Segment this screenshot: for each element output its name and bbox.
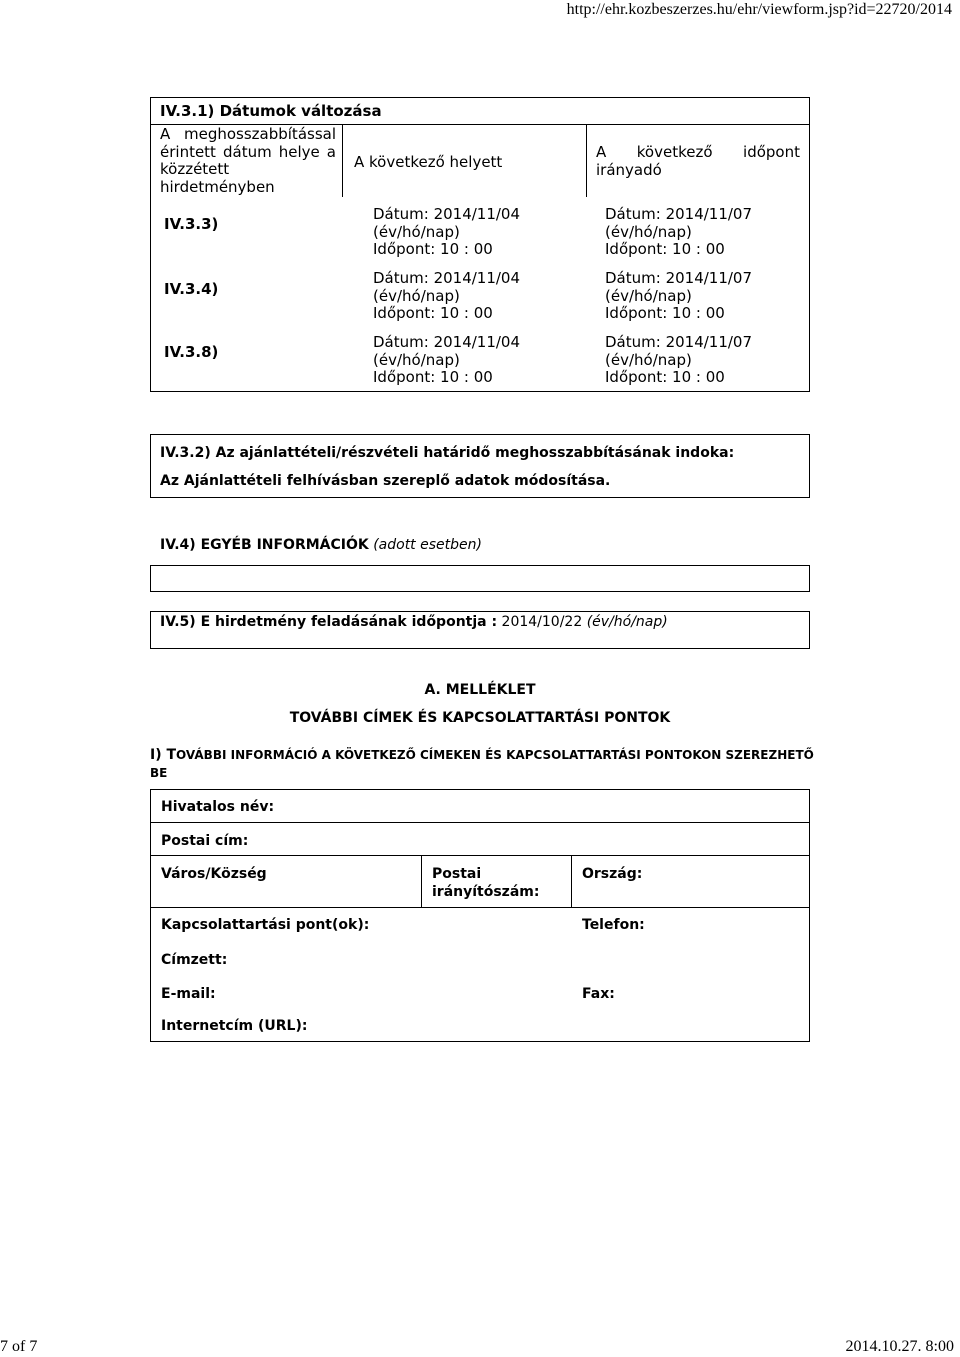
dispatch-date-format: (év/hó/nap) <box>586 614 668 630</box>
extension-reason-title: IV.3.2) Az ajánlattételi/részvételi határidő meghosszabbításának indoka: <box>160 445 735 461</box>
dates-change-title: IV.3.1) Dátumok változása <box>160 102 382 120</box>
other-info-box <box>150 565 810 592</box>
form-col-divider-1 <box>421 855 422 907</box>
other-info-title-italic: (adott esetben) <box>373 537 482 553</box>
postal-code-label: Postai irányítószám: <box>432 866 540 900</box>
dispatch-date-value: 2014/10/22 <box>501 614 583 630</box>
extension-reason-text: Az Ajánlattételi felhívásban szereplő adatok módosítása. <box>160 473 611 489</box>
col3-header-line1: A következő időpont <box>596 143 800 161</box>
annex-title: A. MELLÉKLET <box>424 682 536 698</box>
email-label: E-mail: <box>161 986 216 1002</box>
form-divider-2 <box>150 855 810 856</box>
other-info-title <box>160 536 482 554</box>
dispatch-date-label: IV.5) E hirdetmény feladásának időpontja : <box>160 614 498 630</box>
fax-label: Fax: <box>582 986 615 1002</box>
print-footer-page-counter: 7 of 7 <box>0 1338 38 1355</box>
annex-subtitle: TOVÁBBI CÍMEK ÉS KAPCSOLATTARTÁSI PONTOK <box>289 710 671 726</box>
dispatch-date-line <box>160 613 668 631</box>
row2-old-date: Dátum: 2014/11/04 (év/hó/nap) Időpont: 10 : 00 <box>373 269 521 322</box>
dates-col1-divider <box>342 124 343 197</box>
print-header-url: http://ehr.kozbeszerzes.hu/ehr/viewform.jsp?id=22720/2014 <box>566 1 952 18</box>
form-divider-1 <box>150 822 810 823</box>
col1-header-line4: hirdetményben <box>160 177 275 196</box>
contact-points-label: Kapcsolattartási pont(ok): <box>161 917 370 933</box>
postal-address-label: Postai cím: <box>161 833 249 849</box>
col3-header-line2: irányadó <box>596 160 662 179</box>
form-col-divider-2 <box>571 855 572 907</box>
country-label: Ország: <box>582 866 643 882</box>
row1-new-date: Dátum: 2014/11/07 (év/hó/nap) Időpont: 10 : 00 <box>605 205 753 258</box>
form-divider-3 <box>150 907 810 908</box>
col1-header <box>160 126 336 196</box>
col1-header-line3: közzétett <box>160 160 230 178</box>
other-info-title-bold: IV.4) EGYÉB INFORMÁCIÓK <box>160 537 369 553</box>
official-name-label: Hivatalos név: <box>161 799 275 815</box>
url-label: Internetcím (URL): <box>161 1018 308 1034</box>
row-ref-iv-3-4: IV.3.4) <box>164 280 219 298</box>
row3-old-date: Dátum: 2014/11/04 (év/hó/nap) Időpont: 10 : 00 <box>373 333 521 386</box>
dates-col2-divider <box>586 124 587 197</box>
phone-label: Telefon: <box>582 917 645 933</box>
annex-section-heading: I) TOVÁBBI INFORMÁCIÓ A KÖVETKEZŐ CÍMEKEN ÉS KAPCSOLATTARTÁSI PONTOKON SZEREZHETŐ BE <box>150 747 814 780</box>
row2-new-date: Dátum: 2014/11/07 (év/hó/nap) Időpont: 10 : 00 <box>605 269 753 322</box>
attention-label: Címzett: <box>161 952 228 968</box>
row3-new-date: Dátum: 2014/11/07 (év/hó/nap) Időpont: 10 : 00 <box>605 333 753 386</box>
col1-header-word-a: A <box>160 125 171 143</box>
col2-header: A következő helyett <box>354 153 503 171</box>
col1-header-line2: érintett dátum helye a <box>160 142 336 161</box>
print-footer-timestamp: 2014.10.27. 8:00 <box>845 1338 954 1355</box>
city-label: Város/Község <box>161 866 267 882</box>
row-ref-iv-3-8: IV.3.8) <box>164 343 219 361</box>
col1-header-word-b: meghosszabbítással <box>183 125 336 143</box>
row1-old-date: Dátum: 2014/11/04 (év/hó/nap) Időpont: 10 : 00 <box>373 205 521 258</box>
row-ref-iv-3-3: IV.3.3) <box>164 215 219 233</box>
col3-header <box>596 144 800 179</box>
